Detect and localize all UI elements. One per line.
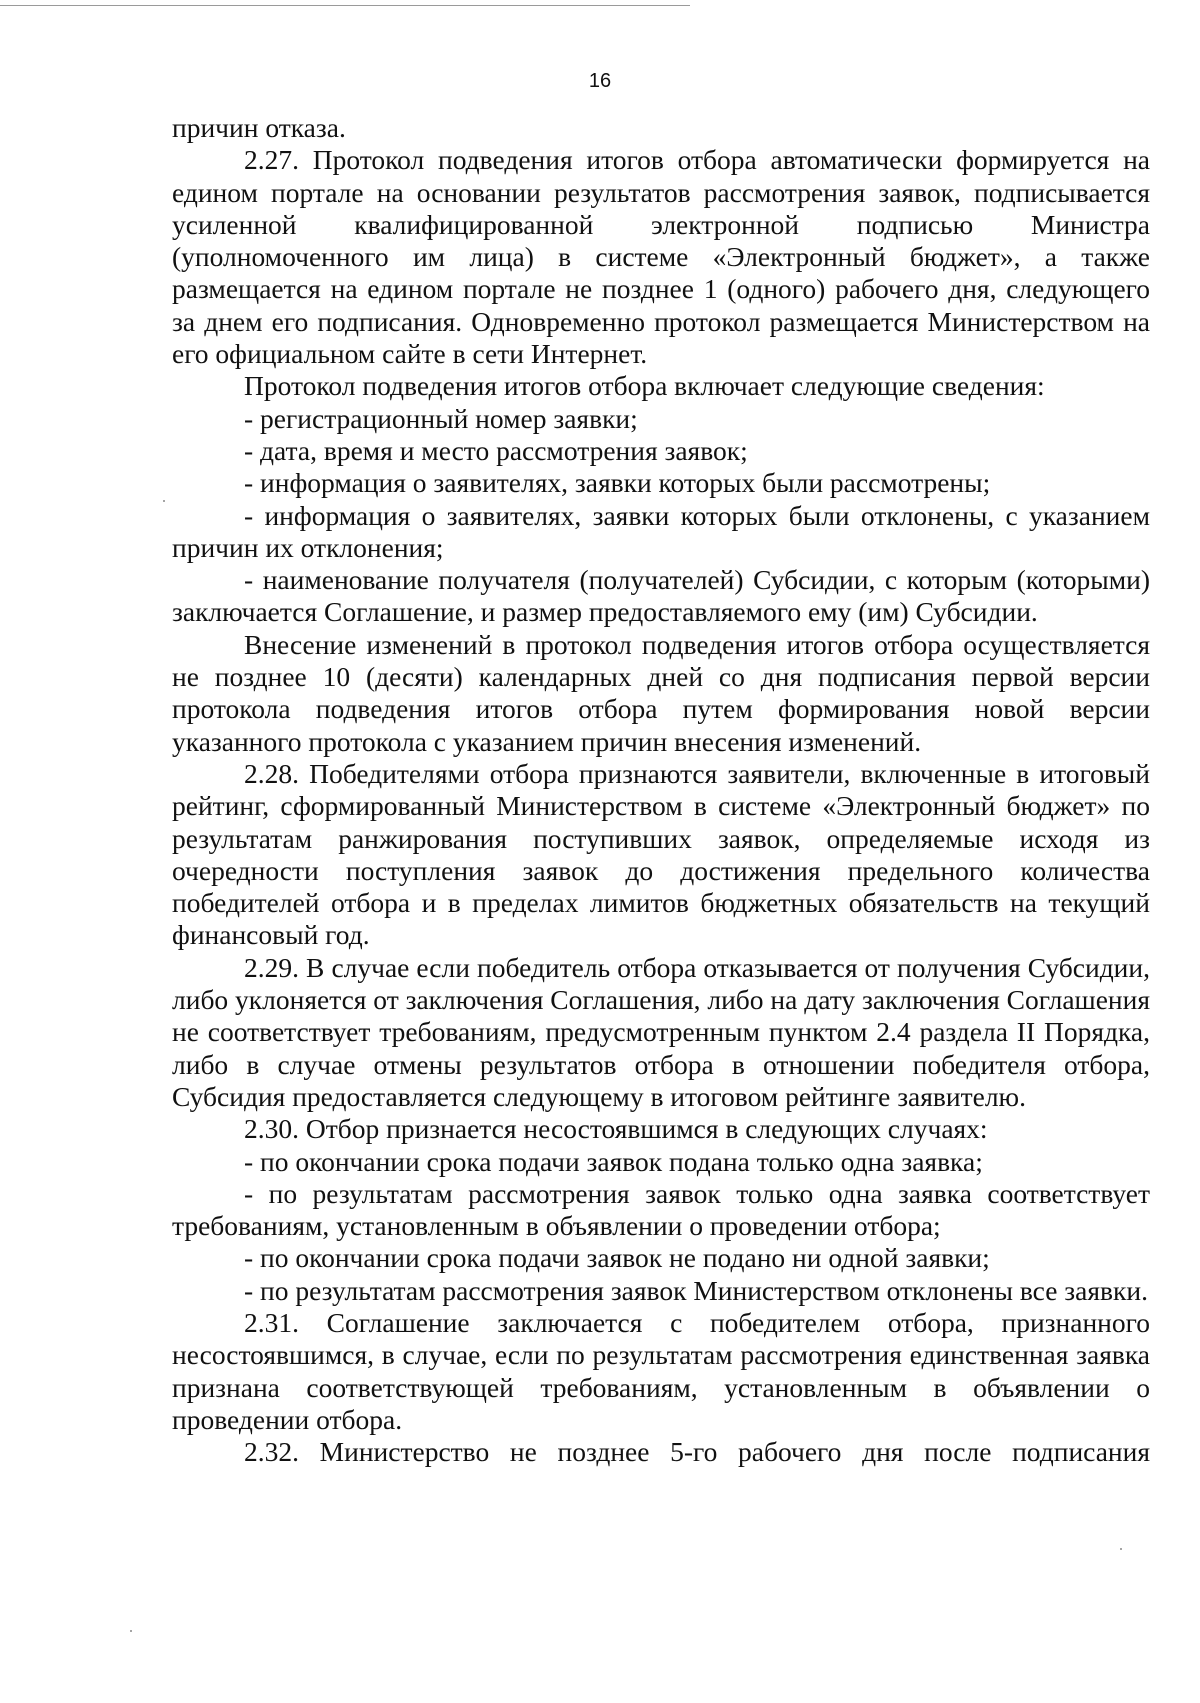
paragraph: Протокол подведения итогов отбора включает следующие сведения: — [244, 370, 1045, 402]
paragraph: 2.27. Протокол подведения итогов отбора автоматически формируется на едином портале на основании результатов рассмотрения заявок, подписывается усиленной квалифицированной электронной подписью Министра (уполномоченного им лица) в системе «Электронный бюджет», а также размещается на едином портале не позднее 1 (одного) рабочего дня, следующего за днем его подписания. Одновременно протокол размещается Министерством на его официальном сайте в сети Интернет. — [172, 144, 1150, 370]
paragraph: 2.29. В случае если победитель отбора отказывается от получения Субсидии, либо уклоняется от заключения Соглашения, либо на дату заключения Соглашения не соответствует требованиям, предусмотренным пунктом 2.4 раздела II Порядка, либо в случае отмены результатов отбора в отношении победителя отбора, Субсидия предоставляется следующему в итоговом рейтинге заявителю. — [172, 951, 1150, 1112]
list-item: - по результатам рассмотрения заявок Министерством отклонены все заявки. — [244, 1274, 1148, 1306]
scan-speck — [130, 1630, 132, 1632]
paragraph: 2.32. Министерство не позднее 5-го рабочего дня после подписания — [244, 1436, 1150, 1468]
list-item: - по окончании срока подачи заявок не подано ни одной заявки; — [244, 1242, 990, 1274]
list-item: - наименование получателя (получателей) Субсидии, с которым (которыми) заключается Соглашение, и размер предоставляемого ему (им) Субсидии. — [172, 564, 1150, 628]
paragraph: причин отказа. — [172, 112, 346, 143]
list-item: - информация о заявителях, заявки которых были рассмотрены; — [244, 467, 991, 499]
paragraph: 2.31. Соглашение заключается с победителем отбора, признанного несостоявшимся, в случае, если по результатам рассмотрения единственная заявка признана соответствующей требованиям, установленным в объявлении о проведении отбора. — [172, 1306, 1150, 1435]
document-body — [172, 112, 1150, 1468]
list-item: - регистрационный номер заявки; — [244, 402, 638, 434]
paragraph: 2.30. Отбор признается несостоявшимся в следующих случаях: — [244, 1113, 988, 1145]
list-item: - информация о заявителях, заявки которых были отклонены, с указанием причин их отклонения; — [172, 499, 1150, 563]
scan-speck — [163, 500, 165, 502]
list-item: - по результатам рассмотрения заявок только одна заявка соответствует требованиям, установленным в объявлении о проведении отбора; — [172, 1177, 1150, 1242]
paragraph: Внесение изменений в протокол подведения итогов отбора осуществляется не позднее 10 (десяти) календарных дней со дня подписания первой версии протокола подведения итогов отбора путем формирования новой версии указанного протокола с указанием причин внесения изменений. — [172, 628, 1150, 757]
scan-edge-line — [0, 5, 690, 6]
scan-speck — [1120, 1548, 1122, 1550]
list-item: - дата, время и место рассмотрения заявок; — [244, 434, 748, 466]
page-number: 16 — [588, 70, 612, 92]
list-item: - по окончании срока подачи заявок подана только одна заявка; — [244, 1145, 983, 1177]
paragraph: 2.28. Победителями отбора признаются заявители, включенные в итоговый рейтинг, сформированный Министерством в системе «Электронный бюджет» по результатам ранжирования поступивших заявок, определяемые исходя из очередности поступления заявок до достижения предельного количества победителей отбора и в пределах лимитов бюджетных обязательств на текущий финансовый год. — [172, 757, 1150, 951]
